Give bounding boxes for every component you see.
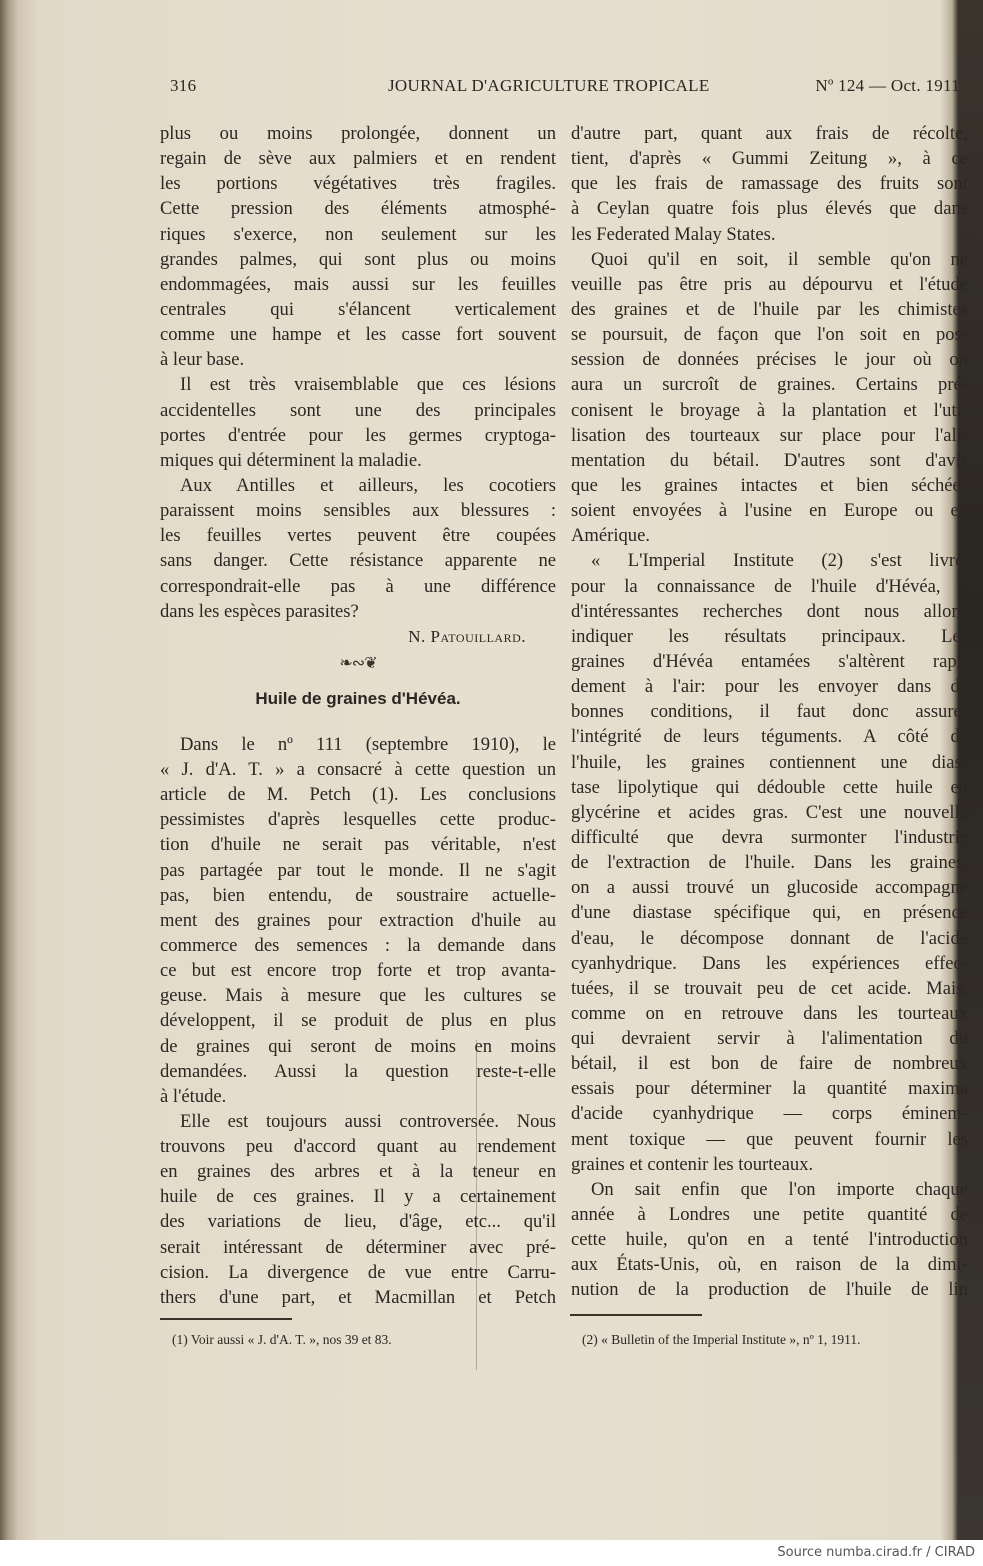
left-column <box>160 121 556 1310</box>
text-line: d'acide cyanhydrique — corps éminem- <box>571 1103 968 1125</box>
text-line: aux États-Unis, où, en raison de la dimi- <box>571 1254 968 1276</box>
paragraph <box>160 1109 556 1310</box>
text-line: développent, il se produit de plus en plus <box>160 1010 556 1032</box>
text-line: correspondrait-elle pas à une différence <box>160 575 556 597</box>
paragraph <box>160 121 556 372</box>
text-line: tient, d'après « Gummi Zeitung », à ce <box>571 148 968 170</box>
text-line: pessimistes d'après lesquelles cette produc- <box>160 809 556 831</box>
footnote-1: (1) Voir aussi « J. d'A. T. », nos 39 et 83. <box>172 1332 392 1347</box>
page-number: 316 <box>170 76 197 95</box>
text-line: d'intéressantes recherches dont nous allons <box>571 600 968 622</box>
running-header <box>170 76 960 102</box>
author-signature: N. Patouillard. <box>408 626 526 646</box>
text-line: pas, bien entendu, de soustraire actuelle- <box>160 884 556 906</box>
text-line: Amérique. <box>571 525 650 547</box>
text-line: qui devraient servir à l'alimentation du <box>571 1028 968 1050</box>
text-line: des graines et de l'huile par les chimistes <box>571 298 968 320</box>
text-line: ment des graines pour extraction d'huile au <box>160 909 556 931</box>
text-line: session de données précises le jour où on <box>571 349 968 371</box>
text-line: que les graines intactes et bien séchées <box>571 474 968 496</box>
text-line: l'intégrité de leurs téguments. A côté de <box>571 726 968 748</box>
text-line: paraissent moins sensibles aux blessures : <box>160 500 556 522</box>
text-line: dans les espèces parasites? <box>160 600 359 622</box>
text-line: accidentelles sont une des principales <box>160 399 556 421</box>
text-line: des variations de lieu, d'âge, etc... qu'il <box>160 1211 556 1233</box>
text-line: serait intéressant de déterminer avec pré- <box>160 1236 556 1258</box>
text-line: graines d'Hévéa entamées s'altèrent rapi- <box>571 650 968 672</box>
paragraph <box>160 372 556 473</box>
ornament-divider: ❧∾❦ <box>339 654 377 672</box>
text-line: sans danger. Cette résistance apparente ne <box>160 550 556 572</box>
text-line: d'une diastase spécifique qui, en présence <box>571 902 968 924</box>
text-line: huile de ces graines. Il y a certainement <box>160 1186 556 1208</box>
text-line: veuille pas être pris au dépourvu et l'étude <box>571 273 968 295</box>
text-line: centrales qui s'élancent verticalement <box>160 298 556 320</box>
text-line: cision. La divergence de vue entre Carru- <box>160 1261 556 1283</box>
text-line: Elle est toujours aussi controversée. Nous <box>180 1110 556 1132</box>
text-line: glycérine et acides gras. C'est une nouvelle <box>571 801 968 823</box>
text-line: mentation du bétail. D'autres sont d'avis <box>571 449 968 471</box>
text-line: à leur base. <box>160 349 245 371</box>
paragraph <box>571 247 968 549</box>
text-line: se poursuit, de façon que l'on soit en pos- <box>571 324 968 346</box>
paragraph <box>571 548 968 1177</box>
text-line: d'eau, le décompose donnant de l'acide <box>571 927 968 949</box>
text-line: tase lipolytique qui dédouble cette huile en <box>571 776 968 798</box>
text-line: on a aussi trouvé un glucoside accompagné <box>571 877 968 899</box>
text-line: dement à l'air: pour les envoyer dans de <box>571 676 968 698</box>
text-line: thers d'une part, et Macmillan et Petch <box>160 1286 556 1308</box>
text-line: article de M. Petch (1). Les conclusions <box>160 784 556 806</box>
footnote-rule-left <box>160 1318 292 1320</box>
text-line: Il est très vraisemblable que ces lésions <box>180 374 556 396</box>
text-line: endommagées, mais aussi sur les feuilles <box>160 273 556 295</box>
text-line: Dans le nº 111 (septembre 1910), le <box>180 733 556 755</box>
text-line: plus ou moins prolongée, donnent un <box>160 123 556 144</box>
text-line: Aux Antilles et ailleurs, les cocotiers <box>180 474 556 496</box>
text-line: miques qui déterminent la maladie. <box>160 449 422 471</box>
text-line: regain de sève aux palmiers et en rendent <box>160 148 556 170</box>
text-line: nution de la production de l'huile de lin <box>571 1279 968 1301</box>
text-line: l'huile, les graines contiennent une dias- <box>571 751 968 773</box>
text-line: de l'extraction de l'huile. Dans les graines, <box>571 852 968 874</box>
right-text <box>571 121 968 1303</box>
text-line: les portions végétatives très fragiles. <box>160 173 556 195</box>
text-line: aura un surcroît de graines. Certains pré- <box>571 374 968 396</box>
text-line: « L'Imperial Institute (2) s'est livré, <box>591 550 968 572</box>
text-line: lisation des tourteaux sur place pour l'ali- <box>571 424 968 446</box>
text-line: comme une hampe et les casse fort souvent <box>160 324 556 346</box>
text-line: essais pour déterminer la quantité maxima <box>571 1078 968 1100</box>
source-credit: Source numba.cirad.fr / CIRAD <box>777 1545 975 1560</box>
text-line: indiquer les résultats principaux. Les <box>571 625 968 647</box>
text-line: bétail, il est bon de faire de nombreux <box>571 1053 968 1075</box>
text-line: année à Londres une petite quantité de <box>571 1204 968 1226</box>
text-line: soient envoyées à l'usine en Europe ou en <box>571 500 968 522</box>
text-line: riques s'exerce, non seulement sur les <box>160 223 556 245</box>
text-line: tuées, il se trouvait peu de cet acide. Mais, <box>571 977 968 999</box>
text-line: comme on en retrouve dans les tourteaux <box>571 1002 968 1024</box>
text-line: trouvons peu d'accord quant au rendement <box>160 1136 556 1158</box>
text-line: les feuilles vertes peuvent être coupées <box>160 525 556 547</box>
text-line: tion d'huile ne serait pas véritable, n'est <box>160 834 556 856</box>
paragraph <box>160 732 556 1109</box>
text-line: à Ceylan quatre fois plus élevés que dans <box>571 198 968 220</box>
right-column <box>571 121 968 1303</box>
paragraph <box>571 1177 968 1303</box>
text-line: de graines qui seront de moins en moins <box>160 1035 556 1057</box>
paragraph <box>160 473 556 624</box>
text-line: graines et contenir les tourteaux. <box>571 1153 814 1175</box>
text-line: conisent le broyage à la plantation et l'uti- <box>571 399 968 421</box>
text-line: « J. d'A. T. » a consacré à cette question un <box>160 758 556 780</box>
footnote-2: (2) « Bulletin of the Imperial Institute », nº 1, 1911. <box>582 1332 861 1347</box>
left-text-after-heading <box>160 732 556 1310</box>
text-line: Quoi qu'il en soit, il semble qu'on ne <box>591 248 968 270</box>
text-line: en graines des arbres et à la teneur en <box>160 1161 556 1183</box>
text-line: ment toxique — que peuvent fournir les <box>571 1128 968 1150</box>
text-line: portes d'entrée pour les germes cryptoga- <box>160 424 556 446</box>
left-text-before-heading <box>160 121 556 624</box>
text-line: pour la connaissance de l'huile d'Hévéa, à <box>571 575 968 597</box>
text-line: les Federated Malay States. <box>571 223 776 245</box>
text-line: difficulté que devra surmonter l'industrie <box>571 826 968 848</box>
text-line: bonnes conditions, il faut donc assurer <box>571 701 968 723</box>
article-title: Huile de graines d'Hévéa. <box>255 688 461 708</box>
footnote-rule-right <box>570 1314 702 1316</box>
text-line: cette huile, qu'on en a tenté l'introduction <box>571 1229 968 1251</box>
issue-info: Nº 124 — Oct. 1911 <box>815 76 960 95</box>
text-line: geuse. Mais à mesure que les cultures se <box>160 985 556 1007</box>
paragraph <box>571 121 968 247</box>
text-line: On sait enfin que l'on importe chaque <box>591 1178 968 1200</box>
text-line: cyanhydrique. Dans les expériences effec- <box>571 952 968 974</box>
journal-title: JOURNAL D'AGRICULTURE TROPICALE <box>388 76 710 95</box>
text-line: ce but est encore trop forte et trop avanta- <box>160 960 556 982</box>
text-line: commerce des semences : la demande dans <box>160 934 556 956</box>
text-line: à l'étude. <box>160 1085 227 1107</box>
text-line: pas partagée par tout le monde. Il ne s'agit <box>160 859 556 881</box>
text-line: demandées. Aussi la question reste-t-elle <box>160 1060 556 1082</box>
text-line: grandes palmes, qui sont plus ou moins <box>160 248 556 270</box>
text-line: d'autre part, quant aux frais de récolte, <box>571 123 968 144</box>
text-line: que les frais de ramassage des fruits sont <box>571 173 968 195</box>
text-line: Cette pression des éléments atmosphé- <box>160 198 556 220</box>
